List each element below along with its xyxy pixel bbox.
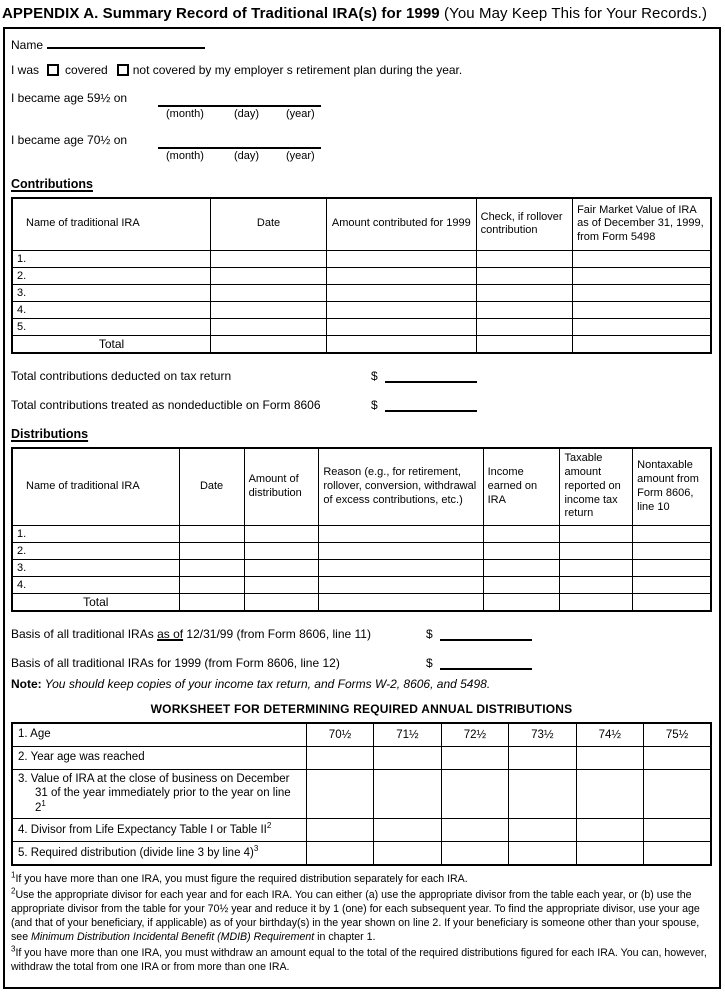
contrib-date-cell[interactable] xyxy=(211,284,327,301)
basis-asof-field[interactable] xyxy=(440,628,532,641)
total-nondeductible-field[interactable] xyxy=(385,399,477,412)
month-label: (month) xyxy=(166,108,204,120)
page-title xyxy=(0,0,725,27)
total-nondeductible-label: Total contributions treated as nondeductible on Form 8606 xyxy=(11,397,321,412)
worksheet-value-row xyxy=(12,769,711,819)
worksheet-title: WORKSHEET FOR DETERMINING REQUIRED ANNUAL DISTRIBUTIONS xyxy=(150,702,573,716)
total-deducted-label: Total contributions deducted on tax return xyxy=(11,368,232,383)
contrib-rollover-cell[interactable] xyxy=(476,267,572,284)
form-box xyxy=(3,27,721,989)
contrib-date-cell[interactable] xyxy=(211,250,327,267)
distrib-reason-cell[interactable] xyxy=(319,577,483,594)
month-label: (month) xyxy=(166,150,204,162)
contrib-total-fmv-cell[interactable] xyxy=(573,335,711,353)
total-nondeductible-line xyxy=(11,396,712,412)
contrib-total-rollover-cell[interactable] xyxy=(476,335,572,353)
row-label: 3. xyxy=(12,560,179,577)
distributions-heading: Distributions xyxy=(11,426,89,441)
contrib-rollover-cell[interactable] xyxy=(476,301,572,318)
footnote-marker: 3 xyxy=(253,843,259,853)
worksheet-value-cell[interactable] xyxy=(576,769,643,819)
covered-label: covered xyxy=(65,62,108,77)
footnote-3: $^3$If you have more than one IRA, you must withdraw an amount equal to the total of the required distributions figured for each IRA. You can, however, withdraw the total from one IRA or from more than one IRA. xyxy=(11,944,707,973)
contributions-row-5 xyxy=(12,318,711,335)
dollar-sign: $ xyxy=(371,368,378,383)
distrib-reason-cell[interactable] xyxy=(319,543,483,560)
worksheet-divisor-row xyxy=(12,819,711,842)
worksheet-value-cell[interactable] xyxy=(644,769,711,819)
contrib-date-cell[interactable] xyxy=(211,318,327,335)
contrib-col-fmv-header: Fair Market Value of IRA as of December 31, 1999, from Form 5498 xyxy=(573,198,711,250)
worksheet-year-cell[interactable] xyxy=(509,746,576,769)
contrib-amount-cell[interactable] xyxy=(327,267,477,284)
basis-1999-label: Basis of all traditional IRAs for 1999 (from Form 8606, line 12) xyxy=(11,656,340,670)
basis-1999-line xyxy=(11,654,712,670)
contrib-total-amount-cell[interactable] xyxy=(327,335,477,353)
contrib-fmv-cell[interactable] xyxy=(573,318,711,335)
distrib-col-date-header: Date xyxy=(179,448,244,526)
contrib-rollover-cell[interactable] xyxy=(476,284,572,301)
footnote-marker: 1 xyxy=(11,870,16,880)
note-text: You should keep copies of your income tax return, and Forms W-2, 8606, and 5498. xyxy=(41,677,491,691)
distributions-row-3 xyxy=(12,560,711,577)
contrib-fmv-cell[interactable] xyxy=(573,267,711,284)
covered-checkbox[interactable] xyxy=(47,64,59,76)
worksheet-required-cell[interactable] xyxy=(509,842,576,865)
dollar-sign: $ xyxy=(426,656,433,670)
footnote-1: $^1$If you have more than one IRA, you must figure the required distribution separately for each IRA. xyxy=(11,870,468,885)
distrib-income-cell[interactable] xyxy=(483,526,560,543)
distrib-col-name-header: Name of traditional IRA xyxy=(12,448,179,526)
not-covered-checkbox[interactable] xyxy=(117,64,129,76)
distrib-nontaxable-cell[interactable] xyxy=(633,526,711,543)
coverage-line xyxy=(11,61,712,78)
day-label: (day) xyxy=(234,150,260,162)
dollar-sign: $ xyxy=(426,627,433,641)
worksheet-divisor-cell[interactable] xyxy=(441,819,508,842)
contrib-amount-cell[interactable] xyxy=(327,250,477,267)
year-label: (year) xyxy=(286,108,315,120)
contrib-date-cell[interactable] xyxy=(211,301,327,318)
distrib-amount-cell[interactable] xyxy=(244,577,319,594)
note-line xyxy=(11,677,712,691)
contributions-total-row xyxy=(12,335,711,353)
contrib-fmv-cell[interactable] xyxy=(573,250,711,267)
footnote-2: $^2$Use the appropriate divisor for each year and for each IRA. You can either (a) use the appropriate divisor from the table each year, or (b) use the appropriate divisor from the table for your 70½ year and reduce it by 1 (one) for each subsequent year. To find the appropriate divisor, use your age (and that of your beneficiary, if applicable) as of your birthday(s) in the year shown on line 2. If your beneficiary is someone other than your spouse, see Minimum Distribution Incidental Benefit (MDIB) Requirement in chapter 1. xyxy=(11,886,700,943)
distributions-header-row xyxy=(12,448,711,526)
not-covered-label: not covered by my employer s retirement plan during the year. xyxy=(132,62,463,77)
worksheet-divisor-cell[interactable] xyxy=(644,819,711,842)
row-label: 3. xyxy=(12,284,211,301)
age-74-half: 74½ xyxy=(576,723,643,746)
worksheet-year-cell[interactable] xyxy=(306,746,373,769)
distrib-total-income-cell[interactable] xyxy=(483,594,560,612)
distrib-total-nontaxable-cell[interactable] xyxy=(633,594,711,612)
worksheet-required-cell[interactable] xyxy=(644,842,711,865)
worksheet-value-cell[interactable] xyxy=(509,769,576,819)
distrib-total-reason-cell[interactable] xyxy=(319,594,483,612)
worksheet-divisor-cell[interactable] xyxy=(374,819,441,842)
contrib-col-amount-header: Amount contributed for 1999 xyxy=(327,198,477,250)
worksheet-required-cell[interactable] xyxy=(306,842,373,865)
name-field[interactable] xyxy=(47,37,205,49)
worksheet-row5-label: 5. Required distribution (divide line 3 by line 4)$^3$ xyxy=(12,842,306,865)
coverage-prefix: I was xyxy=(11,62,40,77)
worksheet-required-cell[interactable] xyxy=(576,842,643,865)
contrib-date-cell[interactable] xyxy=(211,267,327,284)
contributions-heading: Contributions xyxy=(11,177,93,191)
worksheet-required-row xyxy=(12,842,711,865)
basis-asof-label: Basis of all traditional IRAs as of 12/31/99 (from Form 8606, line 11) xyxy=(11,627,371,641)
footnote-marker: 2 xyxy=(11,886,16,896)
total-label: Total xyxy=(12,594,179,612)
contrib-fmv-cell[interactable] xyxy=(573,284,711,301)
worksheet-year-cell[interactable] xyxy=(441,746,508,769)
distrib-income-cell[interactable] xyxy=(483,560,560,577)
basis-asof-line xyxy=(11,625,712,641)
distrib-date-cell[interactable] xyxy=(179,543,244,560)
worksheet-year-cell[interactable] xyxy=(644,746,711,769)
distrib-reason-cell[interactable] xyxy=(319,526,483,543)
basis-1999-field[interactable] xyxy=(440,657,532,670)
contributions-row-4 xyxy=(12,301,711,318)
contrib-amount-cell[interactable] xyxy=(327,301,477,318)
contrib-total-date-cell[interactable] xyxy=(211,335,327,353)
distrib-income-cell[interactable] xyxy=(483,577,560,594)
distrib-total-taxable-cell[interactable] xyxy=(560,594,633,612)
contributions-row-2 xyxy=(12,267,711,284)
worksheet-required-cell[interactable] xyxy=(374,842,441,865)
worksheet-value-cell[interactable] xyxy=(441,769,508,819)
distrib-col-taxable-header: Taxable amount reported on income tax return xyxy=(560,448,633,526)
distrib-nontaxable-cell[interactable] xyxy=(633,560,711,577)
distributions-row-1 xyxy=(12,526,711,543)
distrib-date-cell[interactable] xyxy=(179,526,244,543)
contrib-rollover-cell[interactable] xyxy=(476,250,572,267)
contributions-header-row xyxy=(12,198,711,250)
age-70-half: 70½ xyxy=(306,723,373,746)
worksheet-row2-label: 2. Year age was reached xyxy=(12,746,306,769)
worksheet-year-cell[interactable] xyxy=(576,746,643,769)
dollar-sign: $ xyxy=(371,397,378,412)
worksheet-table xyxy=(11,722,712,866)
worksheet-required-cell[interactable] xyxy=(441,842,508,865)
row-label: 2. xyxy=(12,543,179,560)
distributions-row-2 xyxy=(12,543,711,560)
row-label: 4. xyxy=(12,301,211,318)
distrib-col-income-header: Income earned on IRA xyxy=(483,448,560,526)
worksheet-year-row xyxy=(12,746,711,769)
worksheet-row4-label: 4. Divisor from Life Expectancy Table I or Table $II^2$ xyxy=(12,819,306,842)
distrib-amount-cell[interactable] xyxy=(244,560,319,577)
age-72-half: 72½ xyxy=(441,723,508,746)
age-75-half: 75½ xyxy=(644,723,711,746)
row-label: 4. xyxy=(12,577,179,594)
age-70-line xyxy=(11,133,712,162)
contrib-amount-cell[interactable] xyxy=(327,284,477,301)
age-59-date-field[interactable] xyxy=(158,91,321,120)
distrib-reason-cell[interactable] xyxy=(319,560,483,577)
distrib-taxable-cell[interactable] xyxy=(560,526,633,543)
contributions-table xyxy=(11,197,712,354)
footnotes xyxy=(11,870,712,975)
distrib-income-cell[interactable] xyxy=(483,543,560,560)
age-70-label: I became age 70½ on xyxy=(11,133,128,147)
page-title-note: (You May Keep This for Your Records.) xyxy=(444,5,708,22)
contrib-col-rollover-header: Check, if rollover contribution xyxy=(476,198,572,250)
distributions-row-4 xyxy=(12,577,711,594)
distrib-amount-cell[interactable] xyxy=(244,543,319,560)
date-part-labels xyxy=(158,105,321,120)
age-71-half: 71½ xyxy=(374,723,441,746)
year-label: (year) xyxy=(286,150,315,162)
day-label: (day) xyxy=(234,108,260,120)
worksheet-row1-label: 1. Age xyxy=(12,723,306,746)
total-label: Total xyxy=(12,335,211,353)
distrib-col-reason-header: Reason (e.g., for retirement, rollover, conversion, withdrawal of excess contributions, etc.) xyxy=(319,448,483,526)
distrib-taxable-cell[interactable] xyxy=(560,543,633,560)
distrib-amount-cell[interactable] xyxy=(244,526,319,543)
worksheet-divisor-cell[interactable] xyxy=(509,819,576,842)
distrib-nontaxable-cell[interactable] xyxy=(633,543,711,560)
contributions-row-3 xyxy=(12,284,711,301)
contrib-fmv-cell[interactable] xyxy=(573,301,711,318)
distrib-total-date-cell[interactable] xyxy=(179,594,244,612)
row-label: 5. xyxy=(12,318,211,335)
worksheet-divisor-cell[interactable] xyxy=(306,819,373,842)
contrib-rollover-cell[interactable] xyxy=(476,318,572,335)
worksheet-age-row xyxy=(12,723,711,746)
date-part-labels xyxy=(158,147,321,162)
distrib-taxable-cell[interactable] xyxy=(560,560,633,577)
contrib-col-date-header: Date xyxy=(211,198,327,250)
contrib-col-name-header: Name of traditional IRA xyxy=(12,198,211,250)
footnote-marker: 3 xyxy=(11,944,16,954)
row-label: 1. xyxy=(12,250,211,267)
distrib-date-cell[interactable] xyxy=(179,560,244,577)
distrib-col-amount-header: Amount of distribution xyxy=(244,448,319,526)
age-70-date-field[interactable] xyxy=(158,133,321,162)
total-deducted-line xyxy=(11,367,712,383)
age-73-half: 73½ xyxy=(509,723,576,746)
name-line xyxy=(11,37,712,53)
row-label: 2. xyxy=(12,267,211,284)
footnote-marker: 2 xyxy=(266,821,272,831)
distributions-total-row xyxy=(12,594,711,612)
worksheet-year-cell[interactable] xyxy=(374,746,441,769)
name-label: Name xyxy=(11,38,44,52)
total-deducted-field[interactable] xyxy=(385,370,477,383)
contributions-row-1 xyxy=(12,250,711,267)
distrib-date-cell[interactable] xyxy=(179,577,244,594)
distrib-total-amount-cell[interactable] xyxy=(244,594,319,612)
distrib-taxable-cell[interactable] xyxy=(560,577,633,594)
distrib-col-nontaxable-header: Nontaxable amount from Form 8606, line 10 xyxy=(633,448,711,526)
contrib-amount-cell[interactable] xyxy=(327,318,477,335)
worksheet-value-cell[interactable] xyxy=(306,769,373,819)
row-label: 1. xyxy=(12,526,179,543)
distributions-table xyxy=(11,447,712,613)
worksheet-row3-label: 3. Value of IRA at the close of business on December 31 of the year immediately prior to the year on line $2^1$ xyxy=(12,769,306,819)
age-59-label: I became age 59½ on xyxy=(11,91,128,105)
footnote-marker: 1 xyxy=(41,799,46,809)
note-label: Note: xyxy=(11,677,42,691)
worksheet-divisor-cell[interactable] xyxy=(576,819,643,842)
age-59-line xyxy=(11,91,712,120)
page-title-main: APPENDIX A. Summary Record of Traditional IRA(s) for 1999 xyxy=(2,5,440,22)
worksheet-value-cell[interactable] xyxy=(374,769,441,819)
distrib-nontaxable-cell[interactable] xyxy=(633,577,711,594)
